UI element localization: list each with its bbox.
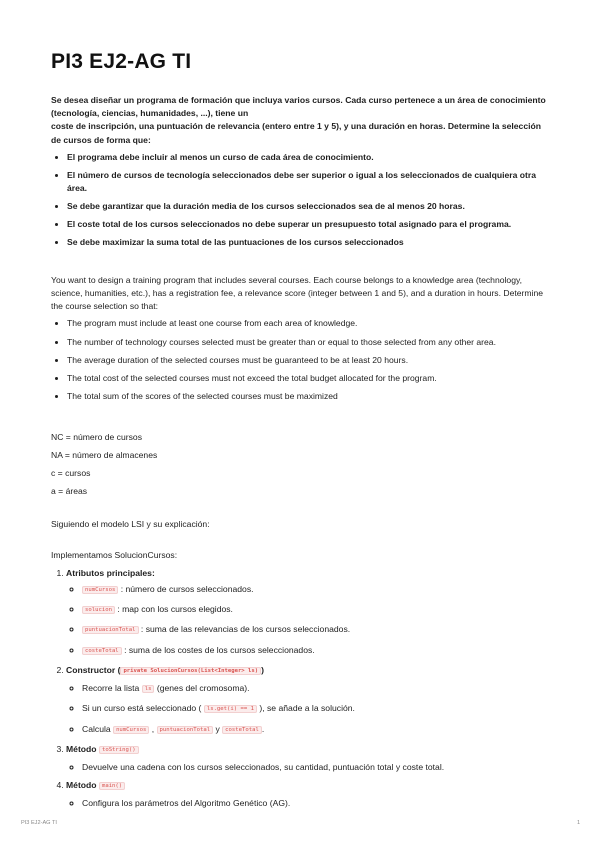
item-text: Si un curso está seleccionado ( <box>82 703 202 714</box>
list-item: • El coste total de los cursos seleccionados no debe superar un presupuesto total asignado para el programa. <box>67 218 551 231</box>
inline-code: toString() <box>99 746 139 754</box>
list-item <box>82 702 551 717</box>
inline-code: numCursos <box>113 726 149 734</box>
main-list <box>66 797 551 810</box>
spanish-intro-line1: Se desea diseñar un programa de formación que incluya varios cursos. Cada curso pertenece a un área de conocimiento (tecnología, ciencias, humanidades, ...), tiene un <box>51 95 546 119</box>
spanish-statement <box>51 94 551 249</box>
english-intro: You want to design a training program that includes several courses. Each course belongs to a knowledge area (technology, science, humanities, etc.), has a registration fee, a relevance score (integer between 1 and 5), and a duration in hours. Determine the course selection so that: <box>51 274 544 312</box>
constructor-list <box>66 682 551 737</box>
english-statement <box>51 274 551 403</box>
implementation-line: Implementamos SolucionCursos: <box>51 549 178 560</box>
step-title: Método <box>66 780 97 791</box>
item-text: : map con los cursos elegidos. <box>117 604 233 615</box>
step-title: Método <box>66 744 97 755</box>
inline-code: puntuacionTotal <box>82 626 139 634</box>
list-item: • El programa debe incluir al menos un curso de cada área de conocimiento. <box>67 151 551 164</box>
item-text: Calcula <box>82 723 111 734</box>
list-item: • The number of technology courses selected must be greater than or equal to those selected from any other area. <box>67 336 551 349</box>
step-attributes <box>66 567 551 658</box>
inline-code: private SolucionCursos(List<Integer> ls) <box>120 667 261 675</box>
inline-code: solucion <box>82 606 115 614</box>
inline-code: puntuacionTotal <box>157 726 214 734</box>
item-text: (genes del cromosoma). <box>156 682 250 693</box>
list-item: • El número de cursos de tecnología seleccionados debe ser superior o igual a los seleccionados de cualquiera otra área. <box>67 169 551 194</box>
item-text: ), se añade a la solución. <box>259 703 355 714</box>
spanish-requirements-list <box>51 151 551 249</box>
list-item: • Se debe garantizar que la duración media de los cursos seleccionados sea de al menos 20 horas. <box>67 200 551 213</box>
english-requirements-list <box>51 317 551 402</box>
list-item: • Se debe maximizar la suma total de las puntuaciones de los cursos seleccionados <box>67 236 551 249</box>
list-item <box>82 682 551 697</box>
inline-code: ls <box>142 685 155 693</box>
list-item: • The total sum of the scores of the selected courses must be maximized <box>67 390 551 403</box>
attributes-list <box>66 583 551 659</box>
step-constructor <box>66 664 551 737</box>
inline-code: numCursos <box>82 586 118 594</box>
step-main <box>66 779 551 809</box>
step-title: Atributos principales: <box>66 568 155 579</box>
footer-title: PI3 EJ2-AG TI <box>21 820 57 826</box>
list-item <box>82 583 551 598</box>
list-item: • The program must include at least one course from each area of knowledge. <box>67 317 551 330</box>
tostring-list <box>66 761 551 774</box>
inline-code: costeTotal <box>82 647 122 655</box>
page-title: PI3 EJ2-AG TI <box>51 50 192 73</box>
item-text: y <box>215 723 220 734</box>
variable-line: a = áreas <box>51 485 88 496</box>
list-item: • The total cost of the selected courses must not exceed the total budget allocated for the program. <box>67 372 551 385</box>
step-title-close: ) <box>261 665 265 676</box>
list-item: • The average duration of the selected courses must be guaranteed to be at least 20 hours. <box>67 354 551 367</box>
item-text: : número de cursos seleccionados. <box>120 583 254 594</box>
variable-definitions <box>51 428 551 500</box>
variable-line: NC = número de cursos <box>51 431 142 442</box>
list-item <box>82 723 551 738</box>
item-text: Recorre la lista <box>82 682 140 693</box>
implementation-steps <box>51 567 551 809</box>
document-page <box>51 50 551 815</box>
item-text: : suma de los costes de los cursos seleccionados. <box>124 644 315 655</box>
list-item <box>82 603 551 618</box>
step-tostring <box>66 743 551 773</box>
spanish-intro-line2: coste de inscripción, una puntuación de relevancia (entero entre 1 y 5), y una duración en horas. Determine la selección de cursos de forma que: <box>51 121 541 145</box>
list-item <box>82 623 551 638</box>
model-line: Siguiendo el modelo LSI y su explicación: <box>51 518 210 529</box>
list-item: ◦ Devuelve una cadena con los cursos seleccionados, su cantidad, puntuación total y coste total. <box>82 761 551 774</box>
step-title: Constructor ( <box>66 665 121 676</box>
spanish-intro <box>51 94 551 147</box>
item-text: . <box>261 723 265 734</box>
inline-code: main() <box>99 782 125 790</box>
item-text: : suma de las relevancias de los cursos seleccionados. <box>140 624 351 635</box>
variable-line: c = cursos <box>51 467 91 478</box>
item-text: , <box>151 723 155 734</box>
inline-code: costeTotal <box>222 726 262 734</box>
footer-page-number: 1 <box>577 820 581 826</box>
list-item <box>82 644 551 659</box>
variable-line: NA = número de almacenes <box>51 449 158 460</box>
list-item: ◦ Configura los parámetros del Algoritmo Genético (AG). <box>82 797 551 810</box>
inline-code: ls.get(i) == 1 <box>204 705 257 713</box>
